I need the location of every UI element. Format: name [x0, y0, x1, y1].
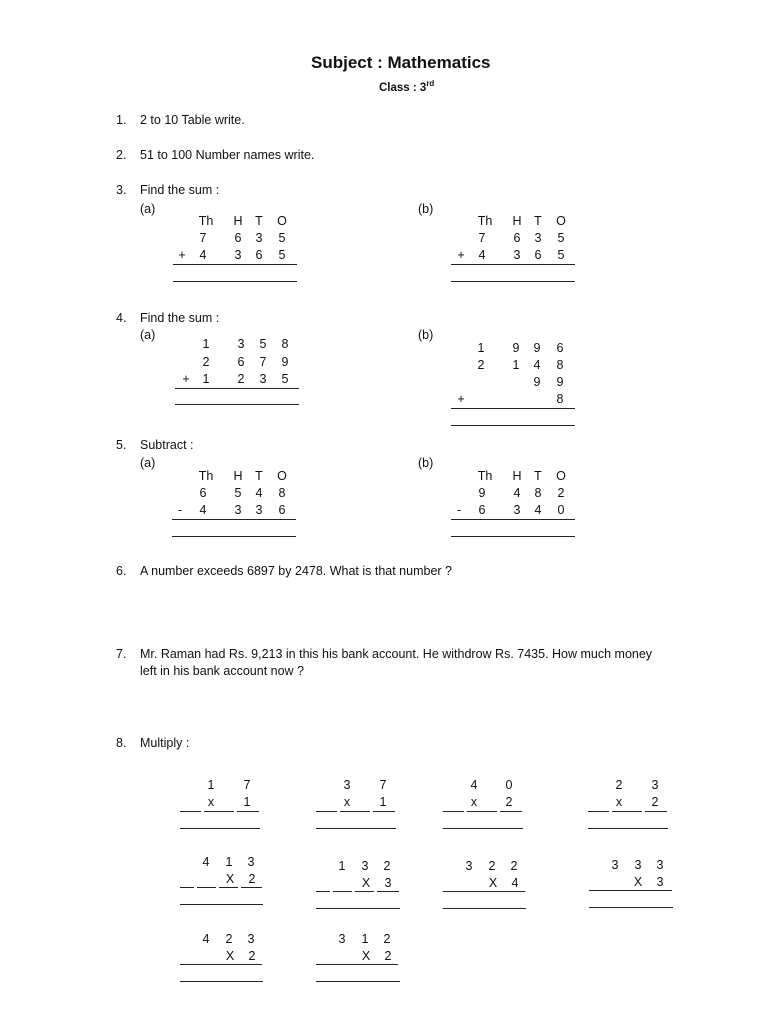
q3a-row2-th: 4: [199, 248, 207, 262]
q5a-row1-h: 5: [234, 486, 242, 500]
q8-r2-p2-top-o: 2: [383, 859, 391, 873]
q8-r2-p3-top-o: 2: [510, 859, 518, 873]
q8-r3-p2-top-h: 3: [338, 932, 346, 946]
q3b-row1-h: 6: [513, 231, 521, 245]
q5a-header-t: T: [255, 469, 263, 483]
question-2-text: 51 to 100 Number names write.: [140, 148, 315, 162]
q5a-row1-o: 8: [278, 486, 286, 500]
q3a-sum-line-top: [173, 264, 297, 265]
q4a-r3-c3: 3: [259, 372, 267, 386]
q8-r1-p4-line-seg2: [612, 811, 642, 812]
q8-r2-p4-operator: X: [633, 875, 643, 889]
question-7-number: 7.: [116, 647, 127, 661]
question-5-text: Subtract :: [140, 438, 194, 452]
q5b-diff-line-bottom: [451, 536, 575, 537]
q8-r2-p2-line-seg4: [377, 891, 399, 892]
class-label-sup: rd: [426, 79, 435, 88]
q8-r1-p4-operator: x: [615, 795, 623, 809]
q8-r2-p1-top-o: 3: [247, 855, 255, 869]
q8-r2-p2-top-h: 1: [338, 859, 346, 873]
q4a-r2-c1: 2: [202, 355, 210, 369]
q8-r1-p3-top-tens: 4: [470, 778, 478, 792]
q3b-operator: +: [457, 248, 465, 262]
q5a-diff-line-bottom: [172, 536, 296, 537]
q8-r2-p2-line-seg3: [355, 891, 374, 892]
q8-r1-p2-line-seg3: [373, 811, 395, 812]
q4b-r3-c3: 9: [533, 375, 541, 389]
q8-r1-p2-multiplier: 1: [379, 795, 387, 809]
q8-r1-p1-operator: x: [207, 795, 215, 809]
q8-r2-p3-operator: X: [488, 876, 498, 890]
q8-r2-p2-multiplier: 3: [384, 876, 392, 890]
q8-r3-p1-multiplier: 2: [248, 949, 256, 963]
q8-r1-p4-line-bottom: [588, 828, 668, 829]
q3b-sum-line-top: [451, 264, 575, 265]
q3b-header-t: T: [534, 214, 542, 228]
q8-r1-p1-line-seg3: [237, 811, 259, 812]
q5-part-b-label: (b): [418, 456, 434, 470]
q8-r1-p2-line-seg1: [316, 811, 337, 812]
q5b-header-th: Th: [477, 469, 493, 483]
q5b-diff-line-top: [451, 519, 575, 520]
q4b-r1-c2: 9: [512, 341, 520, 355]
q4b-r2-c1: 2: [477, 358, 485, 372]
q4b-r1-c3: 9: [533, 341, 541, 355]
q5a-row2-h: 3: [234, 503, 242, 517]
q8-r1-p3-top-ones: 0: [505, 778, 513, 792]
q5b-operator: -: [456, 503, 462, 517]
q3b-header-th: Th: [477, 214, 493, 228]
q8-r2-p1-line-seg1: [180, 887, 194, 888]
q5a-operator: -: [177, 503, 183, 517]
q8-r2-p1-top-t: 1: [225, 855, 233, 869]
q8-r3-p1-top-t: 2: [225, 932, 233, 946]
q8-r1-p1-line-bottom: [180, 828, 260, 829]
q8-r1-p4-line-seg1: [588, 811, 609, 812]
q8-r3-p1-top-o: 3: [247, 932, 255, 946]
q5a-row2-th: 4: [199, 503, 207, 517]
q8-r2-p2-top-t: 3: [361, 859, 369, 873]
q5b-row1-h: 4: [513, 486, 521, 500]
question-1-text: 2 to 10 Table write.: [140, 113, 245, 127]
q8-r2-p1-line-seg2: [197, 887, 216, 888]
question-4-text: Find the sum :: [140, 311, 220, 325]
q8-r3-p2-operator: X: [361, 949, 371, 963]
q5b-header-o: O: [556, 469, 566, 483]
q5a-header-th: Th: [198, 469, 214, 483]
q8-r1-p3-multiplier: 2: [505, 795, 513, 809]
q8-r2-p4-top-t: 3: [634, 858, 642, 872]
question-3-number: 3.: [116, 183, 127, 197]
q8-r1-p4-multiplier: 2: [651, 795, 659, 809]
q8-r1-p3-operator: x: [470, 795, 478, 809]
q5a-header-o: O: [277, 469, 287, 483]
q8-r1-p4-top-tens: 2: [615, 778, 623, 792]
q3-part-b-label: (b): [418, 202, 434, 216]
q5b-row1-o: 2: [557, 486, 565, 500]
q8-r3-p1-top-h: 4: [202, 932, 210, 946]
question-2-number: 2.: [116, 148, 127, 162]
q5a-diff-line-top: [172, 519, 296, 520]
q3b-row2-o: 5: [557, 248, 565, 262]
q8-r1-p2-top-tens: 3: [343, 778, 351, 792]
q8-r3-p2-top-o: 2: [383, 932, 391, 946]
q4a-sum-line-bottom: [175, 404, 299, 405]
q8-r1-p3-line-seg1: [443, 811, 464, 812]
q5b-row2-t: 4: [534, 503, 542, 517]
q3a-operator: +: [178, 248, 186, 262]
q5b-row1-th: 9: [478, 486, 486, 500]
q3a-header-o: O: [277, 214, 287, 228]
question-7-text: Mr. Raman had Rs. 9,213 in this his bank account. He withdrow Rs. 7435. How much money: [140, 647, 653, 661]
q8-r2-p4-top-h: 3: [611, 858, 619, 872]
q8-r1-p3-line-bottom: [443, 828, 523, 829]
class-label-text: Class : 3: [379, 81, 427, 94]
q4a-r1-c4: 8: [281, 337, 289, 351]
q8-r3-p2-line-bottom: [316, 981, 400, 982]
q4a-r2-c3: 7: [259, 355, 267, 369]
q4b-r2-c2: 1: [512, 358, 520, 372]
q8-r2-p1-line-seg3: [219, 887, 238, 888]
q8-r1-p2-line-bottom: [316, 828, 396, 829]
q3a-row2-h: 3: [234, 248, 242, 262]
q8-r2-p3-line-top: [443, 891, 525, 892]
q3b-header-h: H: [512, 214, 522, 228]
q4a-r2-c2: 6: [237, 355, 245, 369]
q3a-row1-h: 6: [234, 231, 242, 245]
q8-r2-p1-line-bottom: [180, 904, 263, 905]
q5b-row2-o: 0: [557, 503, 565, 517]
q5b-row2-h: 3: [513, 503, 521, 517]
q5b-header-h: H: [512, 469, 522, 483]
q3-part-a-label: (a): [140, 202, 156, 216]
question-4-number: 4.: [116, 311, 127, 325]
q4b-sum-line-bottom: [451, 425, 575, 426]
q4a-r1-c2: 3: [237, 337, 245, 351]
q4a-sum-line-top: [175, 388, 299, 389]
q4b-r1-c1: 1: [477, 341, 485, 355]
question-6-text: A number exceeds 6897 by 2478. What is that number ?: [140, 564, 452, 578]
q8-r1-p2-line-seg2: [340, 811, 370, 812]
question-6-number: 6.: [116, 564, 127, 578]
q4a-r1-c1: 1: [202, 337, 210, 351]
q8-r2-p4-line-top: [589, 890, 672, 891]
q8-r2-p2-line-bottom: [316, 908, 400, 909]
q5-part-a-label: (a): [140, 456, 156, 470]
q8-r3-p2-top-t: 1: [361, 932, 369, 946]
q4a-r1-c3: 5: [259, 337, 267, 351]
q8-r1-p1-line-seg2: [204, 811, 234, 812]
q4b-r4-c4: 8: [556, 392, 564, 406]
q8-r2-p4-line-bottom: [589, 907, 673, 908]
q3b-row2-h: 3: [513, 248, 521, 262]
q3a-header-th: Th: [198, 214, 214, 228]
page-title: Subject : Mathematics: [311, 53, 491, 72]
q8-r2-p2-operator: X: [361, 876, 371, 890]
question-5-number: 5.: [116, 438, 127, 452]
q8-r1-p1-top-ones: 7: [243, 778, 251, 792]
q3a-row1-t: 3: [255, 231, 263, 245]
question-7-text-line2: left in his bank account now ?: [140, 664, 304, 678]
q4b-r2-c4: 8: [556, 358, 564, 372]
q3b-header-o: O: [556, 214, 566, 228]
q8-r2-p3-top-h: 3: [465, 859, 473, 873]
question-8-text: Multiply :: [140, 736, 190, 750]
q3b-sum-line-bottom: [451, 281, 575, 282]
q4b-r3-c4: 9: [556, 375, 564, 389]
q5a-row1-th: 6: [199, 486, 207, 500]
q3b-row1-o: 5: [557, 231, 565, 245]
q3a-row2-t: 6: [255, 248, 263, 262]
q8-r2-p2-line-seg1: [316, 891, 330, 892]
q5b-row2-th: 6: [478, 503, 486, 517]
q8-r3-p2-multiplier: 2: [384, 949, 392, 963]
q8-r2-p1-operator: X: [225, 872, 235, 886]
q4-part-b-label: (b): [418, 328, 434, 342]
q8-r1-p2-operator: x: [343, 795, 351, 809]
q3b-row2-t: 6: [534, 248, 542, 262]
q8-r2-p3-top-t: 2: [488, 859, 496, 873]
q8-r3-p1-line-bottom: [180, 981, 263, 982]
q3a-row1-o: 5: [278, 231, 286, 245]
q8-r1-p1-line-seg1: [180, 811, 201, 812]
q5b-row1-t: 8: [534, 486, 542, 500]
q8-r2-p1-multiplier: 2: [248, 872, 256, 886]
q4-part-a-label: (a): [140, 328, 156, 342]
q4a-r3-c1: 1: [202, 372, 210, 386]
q8-r3-p1-line-top: [180, 964, 262, 965]
q3b-row1-th: 7: [478, 231, 486, 245]
q5b-header-t: T: [534, 469, 542, 483]
q8-r2-p4-multiplier: 3: [656, 875, 664, 889]
q4b-r2-c3: 4: [533, 358, 541, 372]
q4a-r3-c2: 2: [237, 372, 245, 386]
q3a-row1-th: 7: [199, 231, 207, 245]
q5a-row2-t: 3: [255, 503, 263, 517]
q8-r1-p2-top-ones: 7: [379, 778, 387, 792]
q8-r2-p4-top-o: 3: [656, 858, 664, 872]
q3b-row2-th: 4: [478, 248, 486, 262]
q8-r2-p3-line-bottom: [443, 908, 526, 909]
q8-r1-p3-line-seg3: [500, 811, 522, 812]
q8-r3-p2-line-top: [316, 964, 398, 965]
q8-r1-p1-multiplier: 1: [243, 795, 251, 809]
q8-r1-p4-top-ones: 3: [651, 778, 659, 792]
q4b-r1-c4: 6: [556, 341, 564, 355]
q8-r1-p4-line-seg3: [645, 811, 667, 812]
q3a-header-t: T: [255, 214, 263, 228]
q8-r1-p3-line-seg2: [467, 811, 497, 812]
q5a-row1-t: 4: [255, 486, 263, 500]
question-8-number: 8.: [116, 736, 127, 750]
q5a-row2-o: 6: [278, 503, 286, 517]
q4b-sum-line-top: [451, 408, 575, 409]
question-3-text: Find the sum :: [140, 183, 220, 197]
q8-r3-p1-operator: X: [225, 949, 235, 963]
q4a-operator: +: [182, 372, 190, 386]
q3a-header-h: H: [233, 214, 243, 228]
q4b-operator: +: [457, 392, 465, 406]
q8-r2-p2-line-seg2: [333, 891, 352, 892]
q3b-row1-t: 3: [534, 231, 542, 245]
q4a-r3-c4: 5: [281, 372, 289, 386]
q3a-sum-line-bottom: [173, 281, 297, 282]
class-label: [379, 79, 434, 94]
q8-r1-p1-top-tens: 1: [207, 778, 215, 792]
q8-r2-p1-top-h: 4: [202, 855, 210, 869]
q8-r2-p1-line-seg4: [241, 887, 262, 888]
q8-r2-p3-multiplier: 4: [511, 876, 519, 890]
q4a-r2-c4: 9: [281, 355, 289, 369]
q5a-header-h: H: [233, 469, 243, 483]
q3a-row2-o: 5: [278, 248, 286, 262]
question-1-number: 1.: [116, 113, 127, 127]
